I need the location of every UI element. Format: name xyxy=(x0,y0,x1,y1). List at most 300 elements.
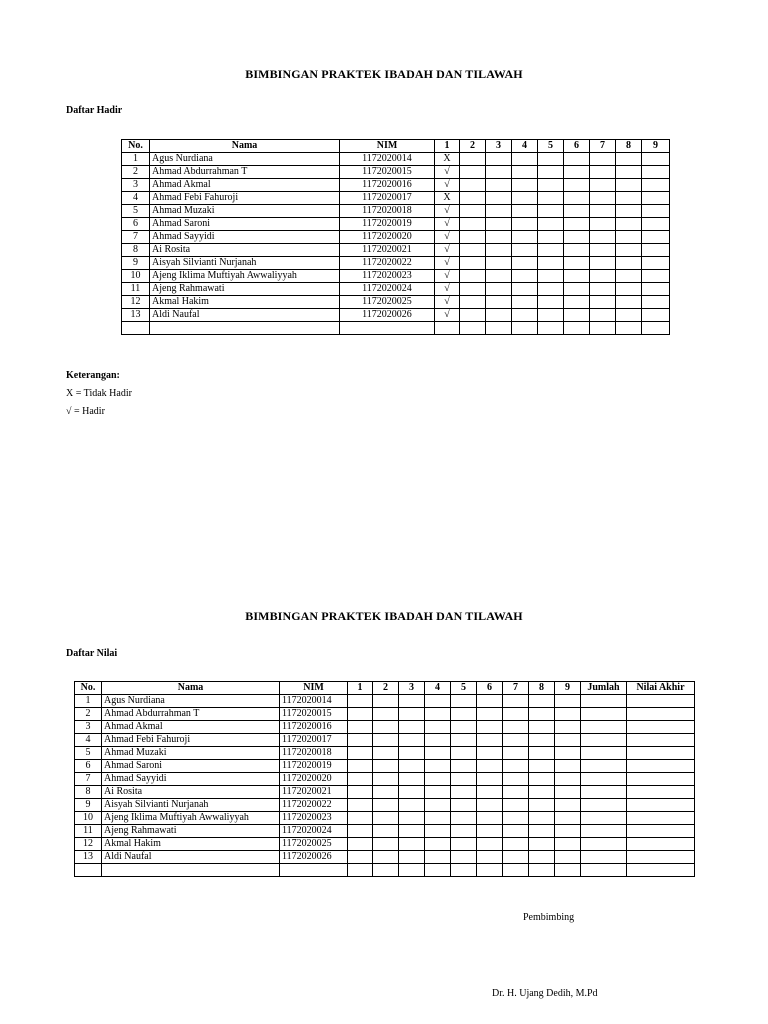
grade-cell xyxy=(627,773,695,786)
attendance-cell xyxy=(486,296,512,309)
table-row xyxy=(75,708,695,721)
attendance-cell xyxy=(460,244,486,257)
empty-cell xyxy=(564,322,590,335)
legend-title: Keterangan: xyxy=(66,370,120,381)
grade-cell xyxy=(627,760,695,773)
grade-cell xyxy=(529,695,555,708)
grades-header-cell: No. xyxy=(75,682,102,695)
grade-cell xyxy=(529,721,555,734)
attendance-cell xyxy=(642,179,670,192)
attendance-cell xyxy=(460,166,486,179)
grade-cell xyxy=(373,812,399,825)
table-row xyxy=(122,270,670,283)
grade-cell xyxy=(425,799,451,812)
grade-cell xyxy=(581,721,627,734)
attendance-cell xyxy=(642,270,670,283)
attendance-cell xyxy=(460,218,486,231)
grade-cell xyxy=(348,812,373,825)
student-nim: 1172020023 xyxy=(340,270,435,283)
grade-cell xyxy=(581,812,627,825)
attendance-cell xyxy=(512,153,538,166)
grade-cell xyxy=(529,812,555,825)
student-nim: 1172020016 xyxy=(340,179,435,192)
student-nim: 1172020021 xyxy=(340,244,435,257)
grade-cell xyxy=(529,773,555,786)
attendance-mark: √ xyxy=(435,205,460,218)
empty-cell xyxy=(122,322,150,335)
attendance-cell xyxy=(642,309,670,322)
empty-cell xyxy=(102,864,280,877)
grade-cell xyxy=(555,734,581,747)
table-row xyxy=(75,695,695,708)
table-row xyxy=(122,231,670,244)
grade-cell xyxy=(451,760,477,773)
attendance-cell xyxy=(642,283,670,296)
empty-cell xyxy=(512,322,538,335)
table-row xyxy=(122,192,670,205)
attendance-cell xyxy=(460,309,486,322)
row-number: 4 xyxy=(75,734,102,747)
grade-cell xyxy=(373,825,399,838)
grade-cell xyxy=(348,760,373,773)
attendance-cell xyxy=(486,166,512,179)
grade-cell xyxy=(503,721,529,734)
grade-cell xyxy=(627,799,695,812)
row-number: 10 xyxy=(75,812,102,825)
attendance-cell xyxy=(616,153,642,166)
attendance-cell xyxy=(512,218,538,231)
row-number: 1 xyxy=(122,153,150,166)
empty-cell xyxy=(340,322,435,335)
attendance-cell xyxy=(512,192,538,205)
attendance-cell xyxy=(564,153,590,166)
attendance-cell xyxy=(564,179,590,192)
attendance-header-cell: No. xyxy=(122,140,150,153)
attendance-cell xyxy=(564,205,590,218)
attendance-cell xyxy=(486,218,512,231)
attendance-header-cell: NIM xyxy=(340,140,435,153)
row-number: 9 xyxy=(122,257,150,270)
grade-cell xyxy=(555,825,581,838)
student-name: Aldi Naufal xyxy=(150,309,340,322)
grade-cell xyxy=(477,799,503,812)
grade-cell xyxy=(373,708,399,721)
grade-cell xyxy=(451,838,477,851)
grade-cell xyxy=(529,799,555,812)
empty-cell xyxy=(538,322,564,335)
row-number: 11 xyxy=(122,283,150,296)
student-name: Ajeng Rahmawati xyxy=(102,825,280,838)
attendance-cell xyxy=(590,231,616,244)
attendance-cell xyxy=(616,179,642,192)
grade-cell xyxy=(348,747,373,760)
attendance-cell xyxy=(512,257,538,270)
row-number: 3 xyxy=(122,179,150,192)
attendance-cell xyxy=(460,153,486,166)
grade-cell xyxy=(373,760,399,773)
grade-cell xyxy=(451,747,477,760)
row-number: 8 xyxy=(75,786,102,799)
student-name: Ahmad Sayyidi xyxy=(150,231,340,244)
empty-cell xyxy=(616,322,642,335)
attendance-cell xyxy=(590,153,616,166)
grade-cell xyxy=(477,721,503,734)
attendance-cell xyxy=(486,231,512,244)
row-number: 10 xyxy=(122,270,150,283)
row-number: 5 xyxy=(75,747,102,760)
attendance-cell xyxy=(460,192,486,205)
student-nim: 1172020018 xyxy=(340,205,435,218)
attendance-cell xyxy=(486,270,512,283)
grades-table xyxy=(74,681,695,877)
grade-cell xyxy=(503,734,529,747)
grade-cell xyxy=(555,786,581,799)
empty-cell xyxy=(627,864,695,877)
empty-cell xyxy=(590,322,616,335)
grade-cell xyxy=(399,786,425,799)
grade-cell xyxy=(373,838,399,851)
attendance-cell xyxy=(538,257,564,270)
attendance-header-cell: 8 xyxy=(616,140,642,153)
student-nim: 1172020026 xyxy=(340,309,435,322)
grade-cell xyxy=(451,721,477,734)
student-nim: 1172020016 xyxy=(280,721,348,734)
attendance-cell xyxy=(564,283,590,296)
attendance-mark: √ xyxy=(435,231,460,244)
student-nim: 1172020017 xyxy=(340,192,435,205)
attendance-cell xyxy=(616,231,642,244)
grade-cell xyxy=(425,825,451,838)
empty-cell xyxy=(486,322,512,335)
attendance-mark: √ xyxy=(435,296,460,309)
row-number: 7 xyxy=(122,231,150,244)
grades-header-cell: 4 xyxy=(425,682,451,695)
attendance-mark: √ xyxy=(435,270,460,283)
grade-cell xyxy=(425,851,451,864)
table-row xyxy=(75,721,695,734)
attendance-header-cell: 2 xyxy=(460,140,486,153)
grade-cell xyxy=(477,851,503,864)
grade-cell xyxy=(581,851,627,864)
empty-cell xyxy=(460,322,486,335)
attendance-cell xyxy=(590,283,616,296)
grade-cell xyxy=(503,708,529,721)
grades-header-cell: 6 xyxy=(477,682,503,695)
student-name: Ahmad Saroni xyxy=(150,218,340,231)
attendance-mark: √ xyxy=(435,283,460,296)
attendance-cell xyxy=(538,283,564,296)
attendance-mark: √ xyxy=(435,218,460,231)
student-name: Agus Nurdiana xyxy=(102,695,280,708)
student-name: Ajeng Iklima Muftiyah Awwaliyyah xyxy=(150,270,340,283)
table-row-empty xyxy=(75,864,695,877)
student-nim: 1172020024 xyxy=(280,825,348,838)
row-number: 12 xyxy=(122,296,150,309)
grade-cell xyxy=(399,799,425,812)
attendance-cell xyxy=(564,244,590,257)
attendance-cell xyxy=(512,270,538,283)
grade-cell xyxy=(627,825,695,838)
table-row xyxy=(75,799,695,812)
attendance-cell xyxy=(642,231,670,244)
attendance-header-cell: 4 xyxy=(512,140,538,153)
empty-cell xyxy=(399,864,425,877)
attendance-cell xyxy=(616,192,642,205)
signature-role: Pembimbing xyxy=(523,912,575,923)
grade-cell xyxy=(348,825,373,838)
attendance-cell xyxy=(538,244,564,257)
grade-cell xyxy=(627,721,695,734)
attendance-cell xyxy=(590,257,616,270)
student-nim: 1172020018 xyxy=(280,747,348,760)
grades-header-cell: 8 xyxy=(529,682,555,695)
grade-cell xyxy=(477,695,503,708)
grade-cell xyxy=(529,708,555,721)
attendance-mark: √ xyxy=(435,166,460,179)
table-row xyxy=(122,283,670,296)
table-row xyxy=(122,153,670,166)
attendance-header-cell: 3 xyxy=(486,140,512,153)
attendance-cell xyxy=(460,231,486,244)
grade-cell xyxy=(555,760,581,773)
row-number: 11 xyxy=(75,825,102,838)
grade-cell xyxy=(451,734,477,747)
grade-cell xyxy=(451,812,477,825)
attendance-cell xyxy=(486,283,512,296)
grade-cell xyxy=(477,747,503,760)
grade-cell xyxy=(348,708,373,721)
attendance-cell xyxy=(512,244,538,257)
attendance-header-cell: 9 xyxy=(642,140,670,153)
grade-cell xyxy=(348,838,373,851)
empty-cell xyxy=(75,864,102,877)
attendance-cell xyxy=(460,270,486,283)
student-name: Ahmad Sayyidi xyxy=(102,773,280,786)
empty-cell xyxy=(555,864,581,877)
row-number: 3 xyxy=(75,721,102,734)
attendance-cell xyxy=(460,179,486,192)
empty-cell xyxy=(280,864,348,877)
attendance-cell xyxy=(486,244,512,257)
grade-cell xyxy=(477,773,503,786)
row-number: 13 xyxy=(122,309,150,322)
attendance-header-cell: 5 xyxy=(538,140,564,153)
grade-cell xyxy=(451,825,477,838)
grade-cell xyxy=(451,786,477,799)
grade-cell xyxy=(373,851,399,864)
grade-cell xyxy=(503,760,529,773)
student-nim: 1172020014 xyxy=(340,153,435,166)
legend-present: √ = Hadir xyxy=(66,406,105,417)
row-number: 8 xyxy=(122,244,150,257)
attendance-cell xyxy=(564,231,590,244)
attendance-cell xyxy=(564,218,590,231)
student-name: Ahmad Abdurrahman T xyxy=(102,708,280,721)
attendance-cell xyxy=(538,309,564,322)
grade-cell xyxy=(529,851,555,864)
student-nim: 1172020025 xyxy=(280,838,348,851)
grade-cell xyxy=(581,773,627,786)
attendance-cell xyxy=(538,153,564,166)
grade-cell xyxy=(373,721,399,734)
table-row xyxy=(122,166,670,179)
attendance-header-cell: 7 xyxy=(590,140,616,153)
student-nim: 1172020023 xyxy=(280,812,348,825)
row-number: 2 xyxy=(122,166,150,179)
attendance-cell xyxy=(486,179,512,192)
student-name: Ai Rosita xyxy=(150,244,340,257)
attendance-cell xyxy=(590,205,616,218)
grade-cell xyxy=(425,773,451,786)
student-name: Ahmad Febi Fahuroji xyxy=(102,734,280,747)
grade-cell xyxy=(581,734,627,747)
row-number: 2 xyxy=(75,708,102,721)
grade-cell xyxy=(581,838,627,851)
student-name: Aisyah Silvianti Nurjanah xyxy=(102,799,280,812)
grade-cell xyxy=(425,695,451,708)
grade-cell xyxy=(529,734,555,747)
attendance-cell xyxy=(564,192,590,205)
grade-cell xyxy=(348,734,373,747)
student-nim: 1172020020 xyxy=(340,231,435,244)
table-row xyxy=(75,786,695,799)
grade-cell xyxy=(529,760,555,773)
table-row xyxy=(75,825,695,838)
attendance-header-cell: Nama xyxy=(150,140,340,153)
attendance-cell xyxy=(512,166,538,179)
grades-header-cell: Nama xyxy=(102,682,280,695)
student-nim: 1172020019 xyxy=(280,760,348,773)
attendance-mark: X xyxy=(435,153,460,166)
row-number: 9 xyxy=(75,799,102,812)
student-nim: 1172020020 xyxy=(280,773,348,786)
attendance-cell xyxy=(460,283,486,296)
empty-cell xyxy=(373,864,399,877)
grade-cell xyxy=(425,838,451,851)
row-number: 6 xyxy=(75,760,102,773)
grade-cell xyxy=(348,695,373,708)
student-nim: 1172020015 xyxy=(340,166,435,179)
student-nim: 1172020022 xyxy=(280,799,348,812)
attendance-cell xyxy=(512,283,538,296)
attendance-label: Daftar Hadir xyxy=(66,105,123,116)
table-row xyxy=(122,179,670,192)
student-name: Ahmad Saroni xyxy=(102,760,280,773)
grade-cell xyxy=(425,721,451,734)
grade-cell xyxy=(581,760,627,773)
attendance-cell xyxy=(564,296,590,309)
student-name: Ahmad Muzaki xyxy=(150,205,340,218)
student-name: Ajeng Iklima Muftiyah Awwaliyyah xyxy=(102,812,280,825)
attendance-cell xyxy=(486,309,512,322)
grade-cell xyxy=(399,734,425,747)
grade-cell xyxy=(373,734,399,747)
grades-header-cell: Jumlah xyxy=(581,682,627,695)
grades-header-cell: 9 xyxy=(555,682,581,695)
empty-cell xyxy=(348,864,373,877)
grades-header-cell: Nilai Akhir xyxy=(627,682,695,695)
row-number: 5 xyxy=(122,205,150,218)
attendance-cell xyxy=(512,231,538,244)
row-number: 6 xyxy=(122,218,150,231)
grade-cell xyxy=(425,708,451,721)
attendance-cell xyxy=(460,205,486,218)
student-name: Ahmad Abdurrahman T xyxy=(150,166,340,179)
grade-cell xyxy=(581,747,627,760)
grade-cell xyxy=(399,747,425,760)
attendance-cell xyxy=(590,179,616,192)
attendance-cell xyxy=(460,257,486,270)
attendance-cell xyxy=(538,296,564,309)
grade-cell xyxy=(425,734,451,747)
grade-cell xyxy=(399,838,425,851)
attendance-cell xyxy=(616,283,642,296)
grade-cell xyxy=(399,721,425,734)
signature-name: Dr. H. Ujang Dedih, M.Pd xyxy=(492,988,598,999)
table-row xyxy=(122,296,670,309)
table-row xyxy=(122,244,670,257)
grade-cell xyxy=(503,838,529,851)
grades-title: BIMBINGAN PRAKTEK IBADAH DAN TILAWAH xyxy=(245,609,523,623)
table-row xyxy=(75,812,695,825)
student-nim: 1172020022 xyxy=(340,257,435,270)
grade-cell xyxy=(581,786,627,799)
grade-cell xyxy=(529,838,555,851)
attendance-cell xyxy=(512,296,538,309)
attendance-cell xyxy=(512,309,538,322)
attendance-cell xyxy=(564,257,590,270)
attendance-header-cell: 6 xyxy=(564,140,590,153)
grade-cell xyxy=(373,786,399,799)
grade-cell xyxy=(451,695,477,708)
attendance-cell xyxy=(538,179,564,192)
attendance-cell xyxy=(538,270,564,283)
grade-cell xyxy=(503,812,529,825)
grade-cell xyxy=(373,773,399,786)
attendance-cell xyxy=(538,166,564,179)
grade-cell xyxy=(581,708,627,721)
grade-cell xyxy=(451,799,477,812)
attendance-cell xyxy=(590,309,616,322)
empty-cell xyxy=(477,864,503,877)
student-name: Ahmad Akmal xyxy=(150,179,340,192)
grade-cell xyxy=(399,773,425,786)
row-number: 13 xyxy=(75,851,102,864)
table-row xyxy=(122,218,670,231)
grade-cell xyxy=(399,760,425,773)
attendance-cell xyxy=(616,166,642,179)
attendance-mark: √ xyxy=(435,257,460,270)
student-name: Ahmad Akmal xyxy=(102,721,280,734)
attendance-cell xyxy=(642,296,670,309)
attendance-cell xyxy=(512,179,538,192)
student-nim: 1172020025 xyxy=(340,296,435,309)
grade-cell xyxy=(627,708,695,721)
grade-cell xyxy=(555,747,581,760)
grade-cell xyxy=(581,695,627,708)
grade-cell xyxy=(373,747,399,760)
student-nim: 1172020014 xyxy=(280,695,348,708)
grade-cell xyxy=(627,812,695,825)
grade-cell xyxy=(348,799,373,812)
attendance-header-cell: 1 xyxy=(435,140,460,153)
grade-cell xyxy=(627,747,695,760)
attendance-cell xyxy=(538,192,564,205)
empty-cell xyxy=(642,322,670,335)
grade-cell xyxy=(555,721,581,734)
table-row xyxy=(122,309,670,322)
grade-cell xyxy=(373,799,399,812)
